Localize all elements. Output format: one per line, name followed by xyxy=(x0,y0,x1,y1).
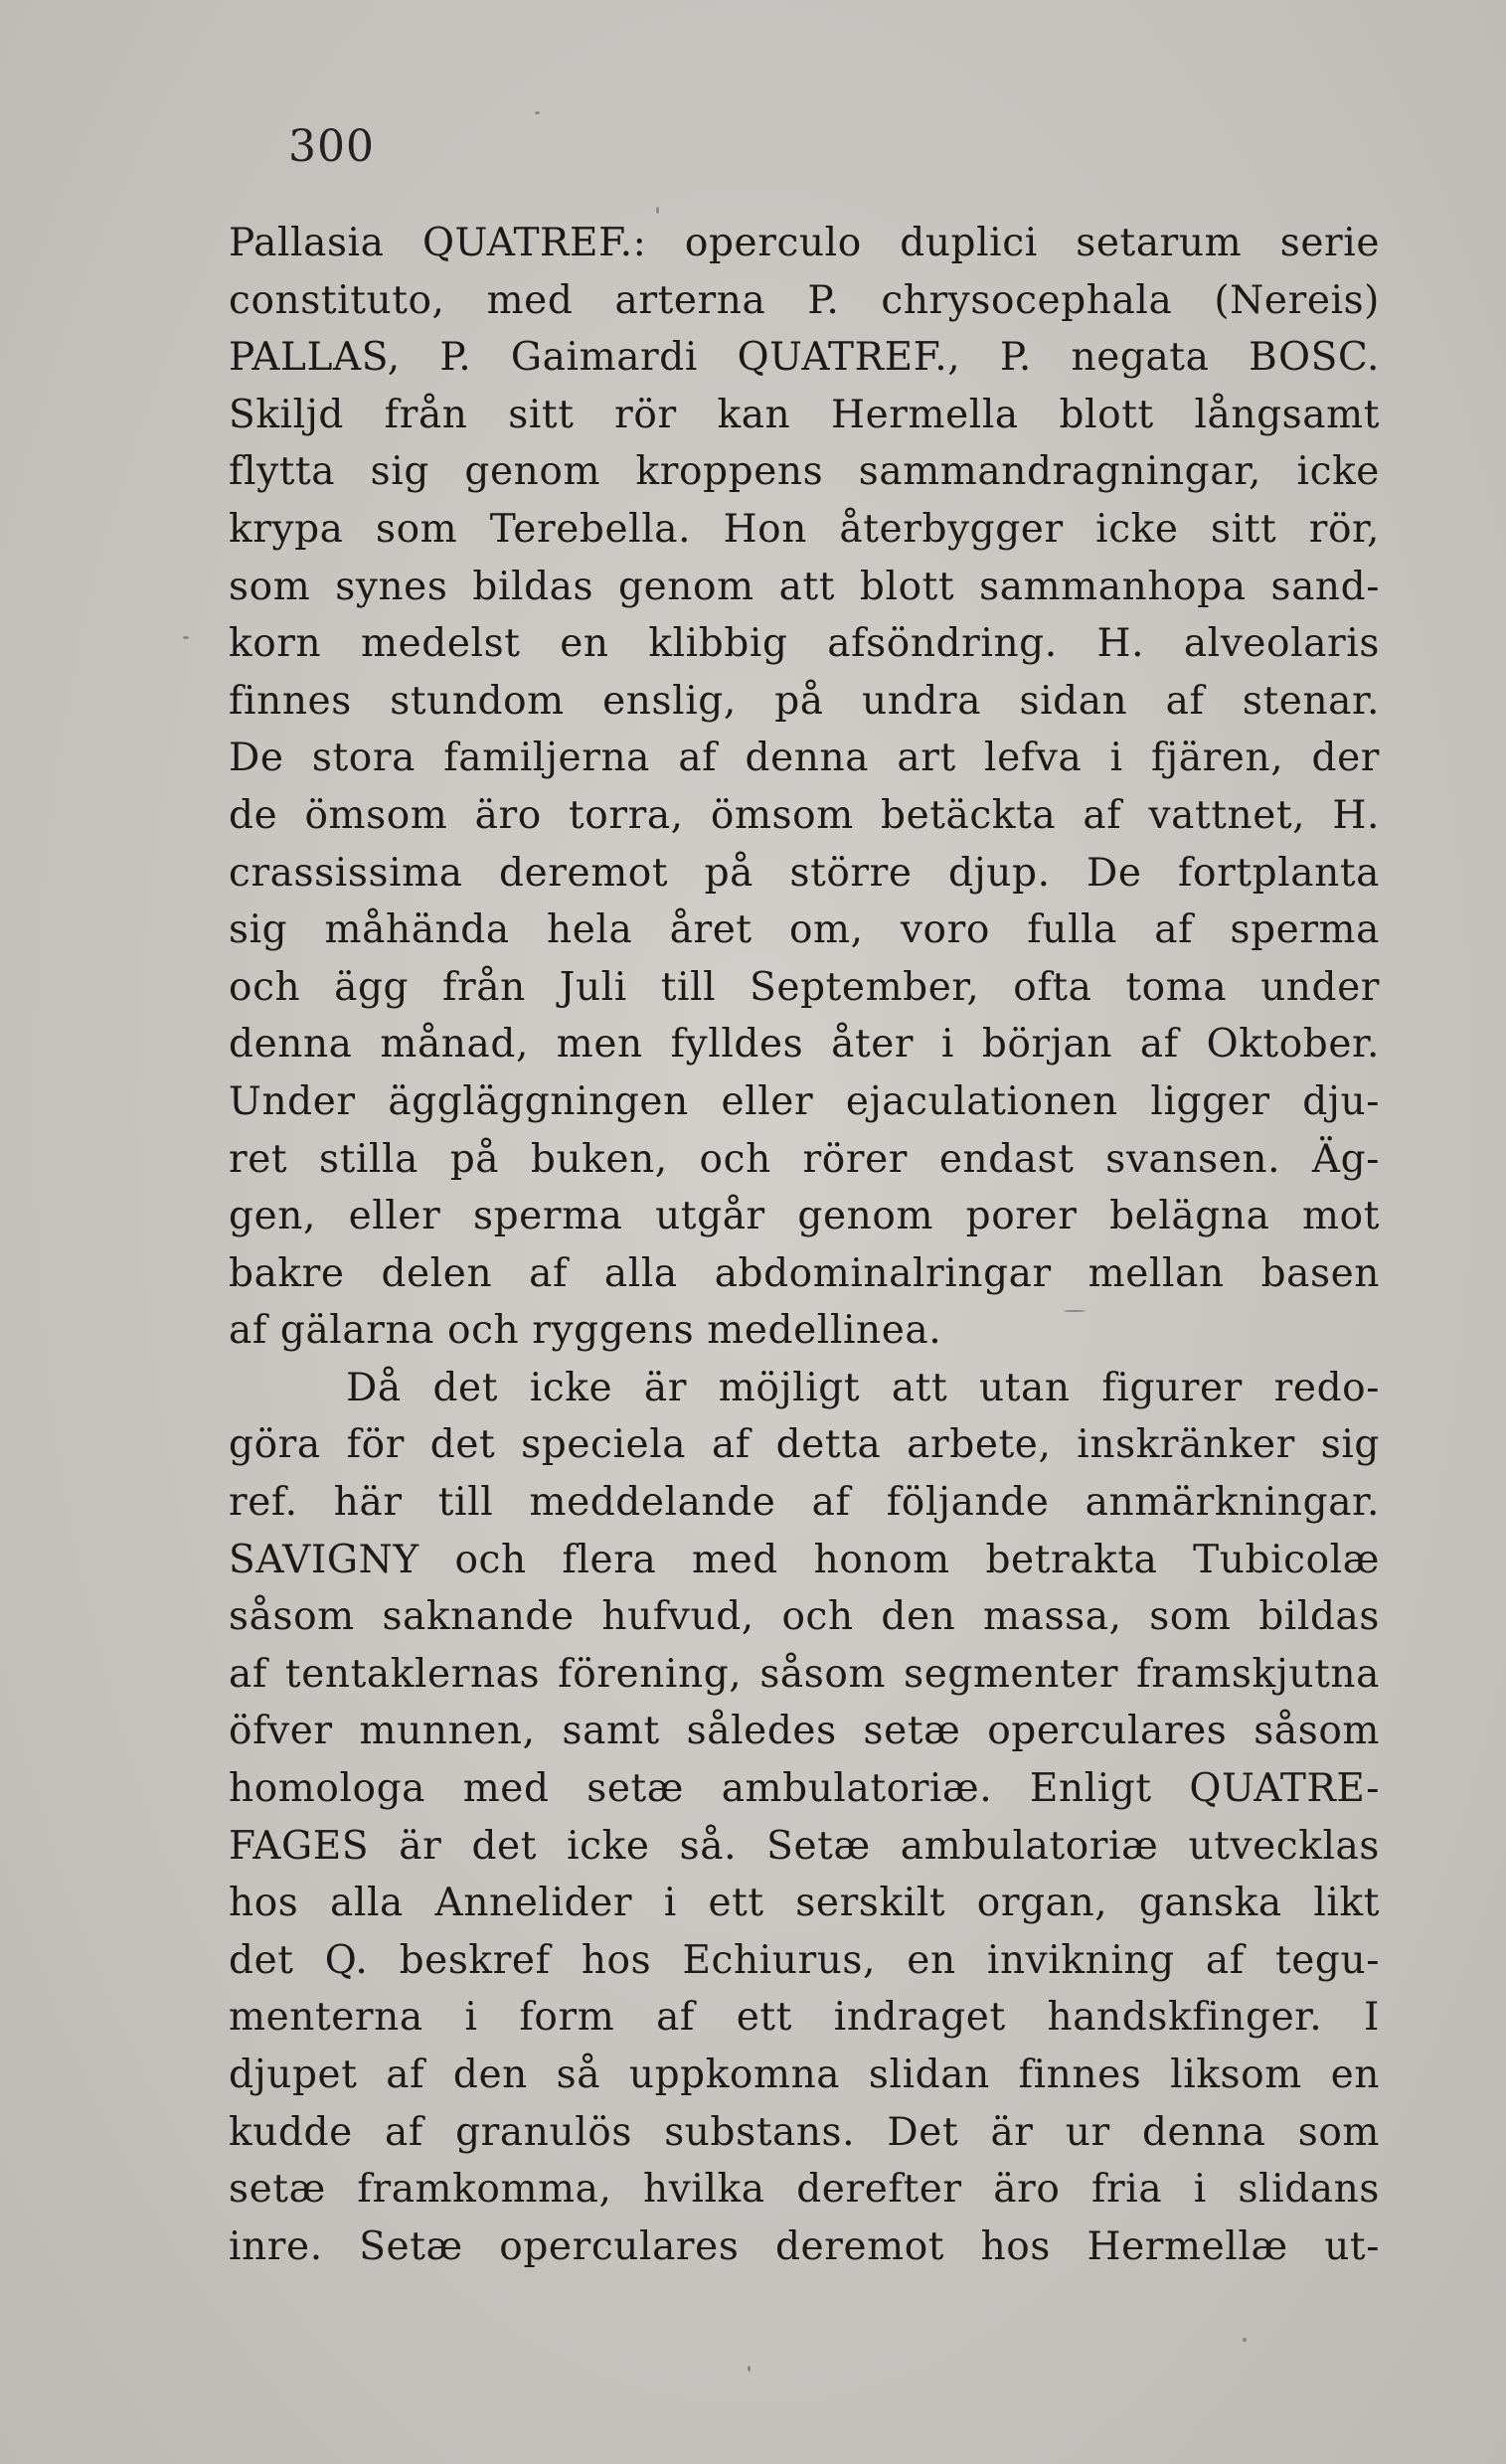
text-line: flytta sig genom kroppens sammandragningar, icke xyxy=(229,449,1380,495)
paper-speck xyxy=(1064,1310,1086,1312)
text-line: menterna i form af ett indraget handskfinger. I xyxy=(229,1995,1380,2041)
text-line: och ägg från Juli till September, ofta toma under xyxy=(229,964,1380,1010)
text-line: de ömsom äro torra, ömsom betäckta af vattnet, H. xyxy=(229,792,1380,838)
text-line: Pallasia QUATREF.: operculo duplici setarum serie xyxy=(229,221,1380,265)
text-line: gen, eller sperma utgår genom porer belägna mot xyxy=(229,1194,1380,1239)
text-line: korn medelst en klibbig afsöndring. H. alveolaris xyxy=(229,621,1380,667)
text-line: ref. här till meddelande af följande anmärkningar. xyxy=(229,1480,1380,1526)
text-line: kudde af granulös substans. Det är ur denna som xyxy=(229,2109,1380,2155)
text-line: De stora familjerna af denna art lefva i fjären, der xyxy=(229,736,1380,781)
text-line: af tentaklernas förening, såsom segmenter framskjutna xyxy=(229,1651,1380,1697)
text-line: krypa som Terebella. Hon återbygger icke sitt rör, xyxy=(229,506,1380,552)
text-line: finnes stundom enslig, på undra sidan af stenar. xyxy=(229,678,1380,724)
text-line: PALLAS, P. Gaimardi QUATREF., P. negata BOSC. xyxy=(229,335,1380,381)
text-line: constituto, med arterna P. chrysocephala (Nereis) xyxy=(229,277,1380,323)
text-line: FAGES är det icke så. Setæ ambulatoriæ utvecklas xyxy=(229,1823,1380,1869)
text-line: som synes bildas genom att blott sammanhopa sand- xyxy=(229,564,1380,609)
text-body xyxy=(229,215,1380,2275)
paper-speck xyxy=(748,2366,751,2372)
text-line: SAVIGNY och flera med honom betrakta Tubicolæ xyxy=(229,1537,1380,1582)
text-line: Då det icke är möjligt att utan figurer redo- xyxy=(346,1365,1380,1410)
text-line: Under äggläggningen eller ejaculationen ligger dju- xyxy=(229,1078,1380,1124)
text-line: homologa med setæ ambulatoriæ. Enligt QUATRE- xyxy=(229,1766,1380,1812)
text-line: crassissima deremot på större djup. De fortplanta xyxy=(229,850,1380,896)
text-line: denna månad, men fylldes åter i början af Oktober. xyxy=(229,1022,1380,1068)
paper-speck xyxy=(1243,2338,1247,2342)
text-line: hos alla Annelider i ett serskilt organ, ganska likt xyxy=(229,1881,1380,1926)
text-line: inre. Setæ operculares deremot hos Hermellæ ut- xyxy=(229,2223,1380,2269)
text-line: göra för det speciela af detta arbete, inskränker sig xyxy=(229,1422,1380,1468)
page-number: 300 xyxy=(288,121,375,172)
paper-speck xyxy=(183,636,189,639)
text-line: ret stilla på buken, och rörer endast svansen. Äg- xyxy=(229,1136,1380,1182)
text-line: sig måhända hela året om, voro fulla af sperma xyxy=(229,907,1380,953)
text-line: bakre delen af alla abdominalringar mellan basen xyxy=(229,1250,1380,1296)
text-line: Skiljd från sitt rör kan Hermella blott långsamt xyxy=(229,392,1380,437)
text-line: det Q. beskref hos Echiurus, en invikning af tegu- xyxy=(229,1937,1380,1983)
text-line: såsom saknande hufvud, och den massa, som bildas xyxy=(229,1594,1380,1640)
text-line: setæ framkomma, hvilka derefter äro fria i slidans xyxy=(229,2167,1380,2213)
text-line: djupet af den så uppkomna slidan finnes liksom en xyxy=(229,2053,1380,2097)
text-line: öfver munnen, samt således setæ operculares såsom xyxy=(229,1709,1380,1754)
paper-speck xyxy=(656,207,659,214)
text-line: af gälarna och ryggens medellinea. xyxy=(229,1308,942,1354)
paper-speck xyxy=(535,111,540,114)
